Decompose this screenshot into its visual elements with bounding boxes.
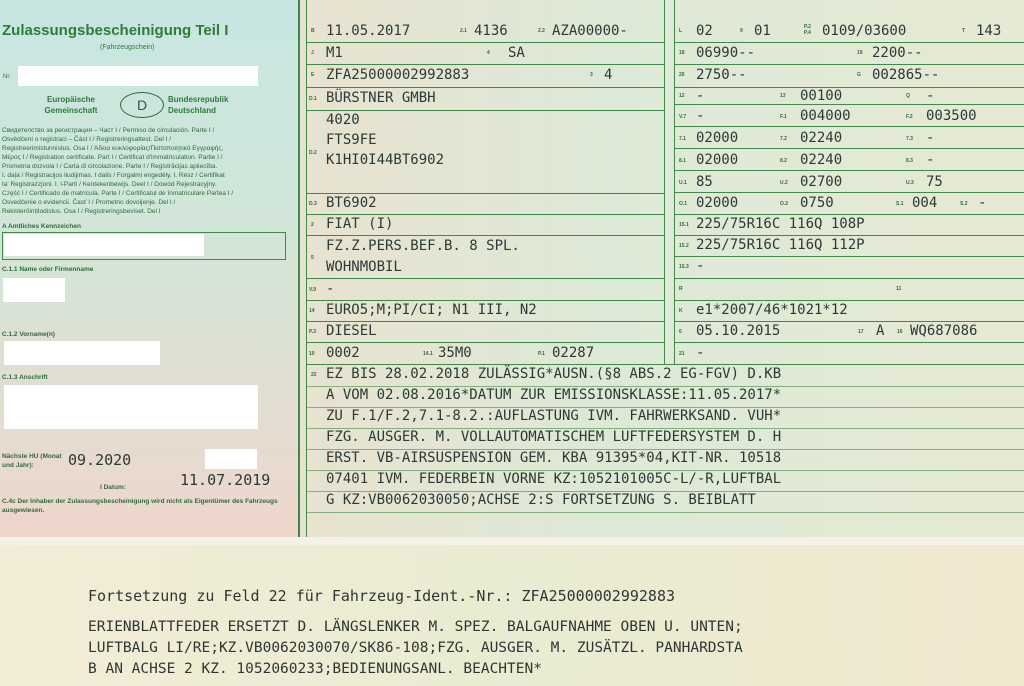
field-10: 0002 (326, 345, 360, 361)
nr-label: Nr. (3, 74, 11, 80)
label-hu: Nächste HU (Monat und Jahr): (2, 453, 62, 469)
label-o1: O.1 (679, 201, 688, 207)
label-r: R (679, 286, 683, 292)
field-19: 2200-- (872, 45, 923, 61)
field-14: EURO5;M;PI/CI; N1 III, N2 (326, 302, 537, 318)
field-15-2: 225/75R16C 116Q 112P (696, 237, 865, 253)
field-16: WQ687086 (910, 323, 978, 339)
field-o1: 02000 (696, 195, 739, 211)
label-c13: C.1.3 Anschrift (2, 374, 48, 381)
multilang-line: Osvedčenie o evidencii. Časť I / Prometno dovoljenje. Del I / (2, 199, 176, 206)
label-7-3: 7.3 (906, 136, 913, 142)
multilang-line: ta' Registrazzjoni. I. l-Parti / Kentekenbewijs. Deel I / Dowód Rejestracyjny. (2, 181, 217, 188)
multilang-line: I. daļa / Registracijos liudijimas. I dalis / Forgalmi engedély. I. Rész / Certifikat (2, 172, 225, 179)
label-e: E (311, 72, 315, 78)
document-subtitle: (Fahrzeugschein) (100, 44, 155, 51)
continuation-line: ERIENBLATTFEDER ERSETZT D. LÄNGSLENKER M. SPEZ. BALGAUFNAHME OBEN U. UNTEN; (88, 619, 743, 635)
label-19: 19 (857, 50, 863, 56)
label-b: B (311, 28, 315, 34)
label-9: 9 (740, 28, 743, 34)
label-j: J (311, 50, 314, 56)
label-16: 16 (897, 329, 903, 335)
issue-date: 11.07.2019 (180, 471, 271, 489)
field-22-line: EZ BIS 28.02.2018 ZULÄSSIG*AUSN.(§8 ABS.2 EG-FGV) D.KB (326, 366, 782, 382)
field-22-line: ZU F.1/F.2,7.1-8.2.:AUFLASTUNG IVM. FAHRWERKSAND. VUH* (326, 408, 782, 424)
multilang-line: Μέρος I / Registration certificate. Part I / Certificat d'immatriculation. Partie I / (2, 154, 223, 161)
label-d3: D.3 (309, 201, 317, 207)
field-v7: - (696, 108, 705, 124)
field-22-line: FZG. AUSGER. M. VOLLAUTOMATISCHEM LUFTFEDERSYSTEM D. H (326, 429, 782, 445)
field-l: 02 (696, 23, 713, 39)
field-21: - (696, 345, 705, 361)
field-15-1: 225/75R16C 116Q 108P (696, 216, 865, 232)
field-u3: 75 (926, 174, 943, 190)
field-d3: BT6902 (326, 195, 377, 211)
label-c12: C.1.2 Vorname(n) (2, 331, 55, 338)
label-12: 12 (679, 93, 685, 99)
label-2-1: 2.1 (460, 28, 467, 34)
field-e: ZFA25000002992883 (326, 67, 470, 83)
label-f1: F.1 (780, 114, 787, 120)
field-18: 06990-- (696, 45, 756, 61)
label-11: 11 (896, 286, 902, 292)
field-22-line: 07401 IVM. FEDERBEIN VORNE KZ:1052101005C-L/-R,LUFTBAL (326, 471, 782, 487)
field-p1: 02287 (552, 345, 595, 361)
multilang-line: Registreerimistunnistus. Osa I / Άδεια κυκλοφορίας/Πιστοποιητικό Εγγραφής, (2, 145, 224, 152)
field-22-line: ERST. VB-AIRSUSPENSION GEM. KBA 91395*04,KIT-NR. 10518 (326, 450, 782, 466)
label-d1: D.1 (309, 96, 317, 102)
field-2-2: AZA00000- (552, 23, 628, 39)
label-p3: P.3 (309, 329, 316, 335)
multilang-line: Свидетелство за регистрация – Част I / Permiso de circulación. Parte I / (2, 127, 215, 134)
label-17: 17 (858, 329, 864, 335)
field-p2p4: 0109/03600 (822, 23, 907, 39)
field-f2: 003500 (926, 108, 977, 124)
label-u2: U.2 (780, 180, 788, 186)
field-t: 143 (976, 23, 1002, 39)
field-14-1: 35M0 (438, 345, 472, 361)
field-b: 11.05.2017 (326, 23, 411, 39)
firstname-redacted (4, 341, 160, 365)
eu-right-text: Bundesrepublik Deutschland (168, 95, 229, 115)
label-p1: P.1 (538, 351, 545, 357)
field-q: - (926, 88, 935, 104)
label-s2: S.2 (960, 201, 968, 207)
label-2: 2 (311, 222, 314, 228)
label-c4c: C.4c Der Inhaber der Zulassungsbescheinigung wird nicht als Eigentümer des Fahrzeugs ausgewiesen. (2, 498, 278, 514)
label-v7: V.7 (679, 114, 687, 120)
field-13: 00100 (800, 88, 843, 104)
field-8-3: - (926, 152, 935, 168)
hu-value: 09.2020 (68, 451, 132, 469)
field-22-line: A VOM 02.08.2016*DATUM ZUR EMISSIONSKLASSE:11.05.2017* (326, 387, 782, 403)
field-20: 2750-- (696, 67, 747, 83)
label-a: A Amtliches Kennzeichen (2, 223, 81, 230)
label-15-2: 15.2 (679, 243, 689, 249)
field-d2-line: FTS9FE (326, 132, 377, 148)
multilanguage-titles (2, 126, 296, 216)
label-c11: C.1.1 Name oder Firmenname (2, 266, 94, 273)
document-title: Zulassungsbescheinigung Teil I (2, 22, 229, 39)
continuation-sheet (0, 545, 1024, 686)
label-4: 4 (487, 50, 490, 56)
continuation-line: LUFTBALG LI/RE;KZ.VB0062030070/SK86-108;FZG. AUSGER. M. ZUSÄTZL. PANHARDSTA (88, 640, 743, 656)
multilang-line: Osvědčení o registraci – Část I / Registreringsattest. Del I / (2, 136, 172, 143)
label-7-1: 7.1 (679, 136, 686, 142)
label-8-2: 8.2 (780, 158, 787, 164)
label-5: 5 (311, 255, 314, 261)
label-u1: U.1 (679, 180, 687, 186)
field-o2: 0750 (800, 195, 834, 211)
field-v9: - (326, 281, 335, 297)
field-d1: BÜRSTNER GMBH (326, 90, 436, 106)
label-20: 20 (679, 72, 685, 78)
field-k: e1*2007/46*1021*12 (696, 302, 848, 318)
label-8-1: 8.1 (679, 158, 686, 164)
field-9: 01 (754, 23, 771, 39)
label-k: K (679, 308, 683, 314)
field-f1: 004000 (800, 108, 851, 124)
field-5-line: FZ.Z.PERS.BEF.B. 8 SPL. (326, 238, 520, 254)
label-u3: U.3 (906, 180, 914, 186)
multilang-line: Część I / Certificado de matrícula. Parte I / Certificatul de înmatriculare Partea I / (2, 190, 234, 197)
field-s2: - (978, 195, 987, 211)
certificate-number-redacted (18, 66, 258, 86)
label-f2: F.2 (906, 114, 913, 120)
field-8-2: 02240 (800, 152, 843, 168)
field-u1: 85 (696, 174, 713, 190)
field-2: FIAT (I) (326, 216, 394, 232)
label-7-2: 7.2 (780, 136, 787, 142)
label-15-3: 15.3 (679, 264, 689, 270)
field-12: - (696, 88, 705, 104)
label-14-1: 14.1 (423, 351, 433, 357)
label-l: L (679, 28, 683, 34)
field-d2-line: K1HI0I44BT6902 (326, 152, 445, 168)
field-7-3: - (926, 130, 935, 146)
stamp-redacted (205, 449, 257, 469)
field-p3: DIESEL (326, 323, 377, 339)
label-q: Q (906, 93, 910, 99)
label-21: 21 (679, 351, 685, 357)
field-d2-line: 4020 (326, 112, 360, 128)
holder-panel (0, 0, 298, 537)
label-13: 13 (780, 93, 786, 99)
label-3: 3 (590, 72, 593, 78)
multilang-line: Rekisteröintitodistus. Osa I / Registreringsbeviset. Del I (2, 208, 161, 215)
field-j: M1 (326, 45, 343, 61)
eu-left-text: Europäische Gemeinschaft (44, 95, 98, 115)
label-10: 10 (309, 351, 315, 357)
field-g: 002865-- (872, 67, 940, 83)
country-code: D (136, 97, 148, 113)
field-2-1: 4136 (474, 23, 508, 39)
field-7-2: 02240 (800, 130, 843, 146)
field-4: SA (508, 45, 525, 61)
field-22-line: G KZ:VB0062030050;ACHSE 2:S FORTSETZUNG S. BEIBLATT (326, 492, 756, 508)
label-14: 14 (309, 308, 315, 314)
label-t: T (962, 28, 966, 34)
label-i: I Datum: (100, 484, 126, 491)
label-p2p4: P.2 P.4 (804, 24, 811, 36)
name-redacted (3, 278, 65, 302)
continuation-heading: Fortsetzung zu Feld 22 für Fahrzeug-Ident.-Nr.: ZFA25000002992883 (88, 587, 675, 605)
label-8-3: 8.3 (906, 158, 913, 164)
field-u2: 02700 (800, 174, 843, 190)
label-2-2: 2.2 (538, 28, 545, 34)
continuation-line: B AN ACHSE 2 KZ. 1052060233;BEDIENUNGSANL. BEACHTEN* (88, 661, 542, 677)
label-o2: O.2 (780, 201, 789, 207)
label-g: G (857, 72, 861, 78)
field-5-line: WOHNMOBIL (326, 259, 402, 275)
label-s1: S.1 (896, 201, 904, 207)
label-15-1: 15.1 (679, 222, 689, 228)
country-code-oval (120, 92, 164, 118)
label-22: 22 (311, 372, 317, 378)
label-6: 6 (679, 329, 682, 335)
label-v9: V.9 (309, 287, 317, 293)
field-17: A (876, 323, 885, 339)
label-18: 18 (679, 50, 685, 56)
multilang-line: Prometna dozvola I / Carta di circolazione. Parte I / Registrācijas apliecība. (2, 163, 218, 170)
field-6: 05.10.2015 (696, 323, 781, 339)
field-15-3: - (696, 258, 705, 274)
field-8-1: 02000 (696, 152, 739, 168)
field-7-1: 02000 (696, 130, 739, 146)
plate-redacted (4, 234, 204, 256)
label-d2: D.2 (309, 150, 317, 156)
address-redacted (4, 385, 258, 429)
field-3: 4 (604, 67, 613, 83)
field-s1: 004 (912, 195, 938, 211)
